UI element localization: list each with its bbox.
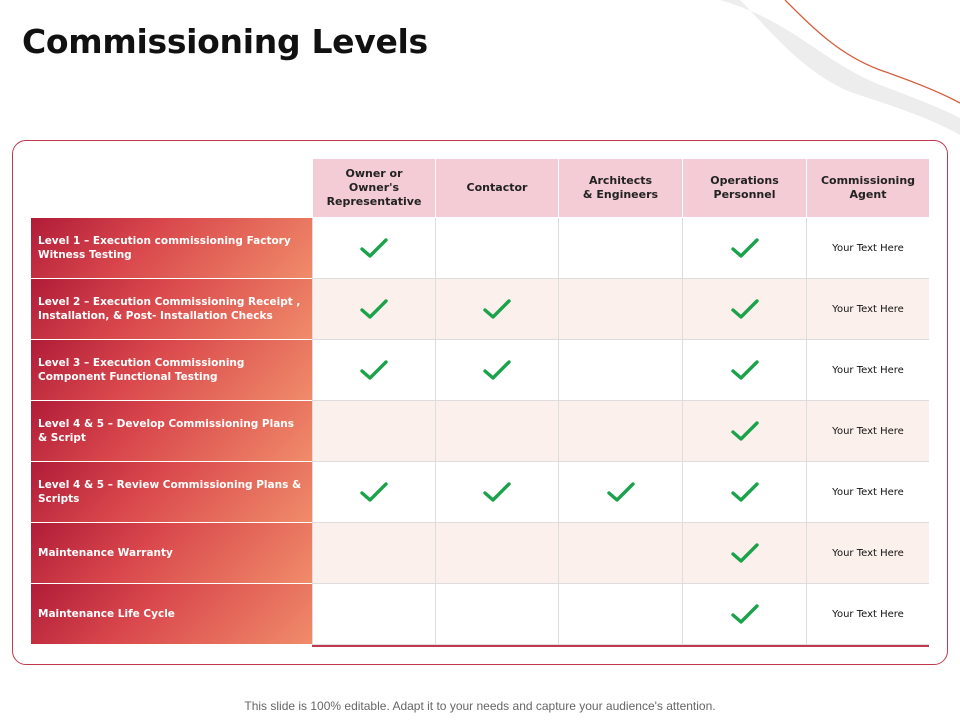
agent-cell [806,279,929,340]
agent-text: Your Text Here [832,608,904,620]
check-cell [558,401,682,462]
check-cell [682,279,806,340]
row-label: Level 3 – Execution Commissioning Component Functional Testing [31,340,312,401]
check-cell [682,523,806,584]
check-icon [359,480,389,504]
check-cell [435,401,558,462]
check-cell [682,218,806,279]
check-icon [482,297,512,321]
row-label: Level 2 – Execution Commissioning Receipt , Installation, & Post- Installation Checks [31,279,312,340]
row-label: Level 4 & 5 – Review Commissioning Plans & Scripts [31,462,312,523]
row-label: Level 1 – Execution commissioning Factory Witness Testing [31,218,312,279]
check-cell [558,218,682,279]
check-cell [682,340,806,401]
check-cell [558,279,682,340]
check-cell [682,584,806,645]
row-label: Level 4 & 5 – Develop Commissioning Plans & Script [31,401,312,462]
table-row [31,584,929,645]
check-cell [312,523,435,584]
agent-cell [806,401,929,462]
agent-cell [806,218,929,279]
agent-text: Your Text Here [832,425,904,437]
check-icon [730,236,760,260]
table-bottom-rule [312,645,929,647]
decorative-swoosh [0,0,960,140]
table-row [31,462,929,523]
check-cell [558,340,682,401]
check-cell [312,584,435,645]
agent-text: Your Text Here [832,303,904,315]
check-cell [435,218,558,279]
column-header-architects: Architects & Engineers [558,159,682,217]
check-icon [730,297,760,321]
table-row [31,279,929,340]
column-header-contactor: Contactor [435,159,558,217]
table-row [31,218,929,279]
check-icon [359,236,389,260]
agent-cell [806,340,929,401]
check-cell [682,401,806,462]
check-icon [606,480,636,504]
check-cell [558,462,682,523]
footer-note: This slide is 100% editable. Adapt it to your needs and capture your audience's attention. [244,699,716,713]
agent-cell [806,584,929,645]
check-cell [312,462,435,523]
column-header-owner: Owner or Owner's Representative [312,159,435,217]
check-cell [435,462,558,523]
check-icon [730,419,760,443]
agent-text: Your Text Here [832,364,904,376]
table-row [31,401,929,462]
column-header-agent: Commissioning Agent [806,159,929,217]
check-icon [730,541,760,565]
check-cell [558,523,682,584]
row-label: Maintenance Life Cycle [31,584,312,645]
row-label: Maintenance Warranty [31,523,312,584]
check-icon [359,297,389,321]
check-cell [435,340,558,401]
check-cell [312,218,435,279]
check-icon [730,602,760,626]
check-cell [312,279,435,340]
page-title: Commissioning Levels [22,22,428,61]
agent-text: Your Text Here [832,242,904,254]
check-icon [730,480,760,504]
check-icon [359,358,389,382]
commissioning-table [31,159,929,646]
check-cell [435,584,558,645]
agent-cell [806,462,929,523]
check-cell [558,584,682,645]
table-row [31,523,929,584]
check-icon [482,358,512,382]
agent-cell [806,523,929,584]
check-cell [435,279,558,340]
column-header-operations: Operations Personnel [682,159,806,217]
check-cell [435,523,558,584]
agent-text: Your Text Here [832,547,904,559]
check-cell [312,340,435,401]
check-icon [482,480,512,504]
agent-text: Your Text Here [832,486,904,498]
table-row [31,340,929,401]
check-cell [312,401,435,462]
check-cell [682,462,806,523]
check-icon [730,358,760,382]
